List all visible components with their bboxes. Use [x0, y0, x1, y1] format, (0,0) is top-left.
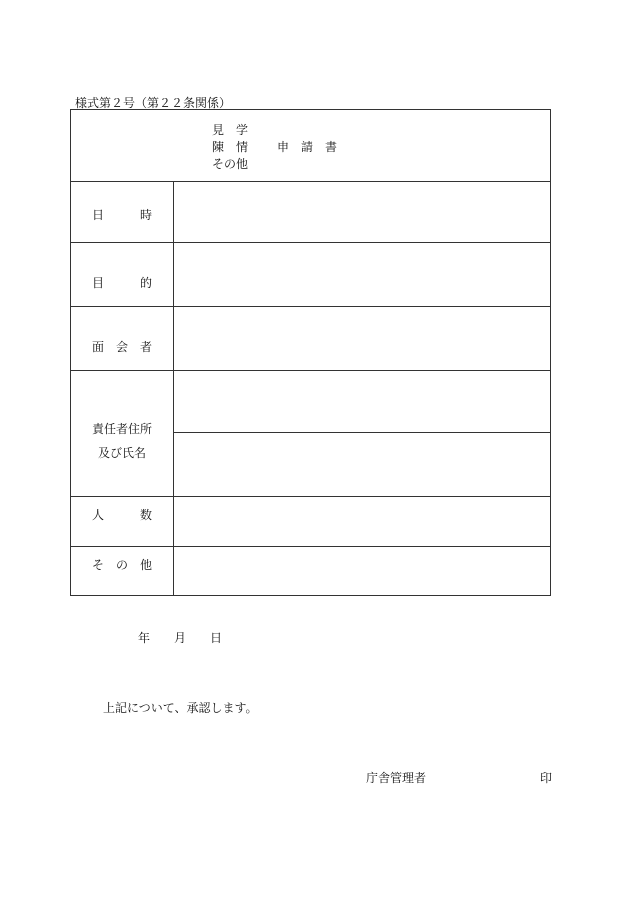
field-purpose[interactable] — [174, 243, 550, 306]
label-datetime: 日 時 — [91, 208, 152, 222]
title-chinjo: 陳 情 — [212, 140, 249, 154]
label-responsible-name: 及び氏名 — [97, 446, 146, 460]
title-line-kengaku: 見 学 — [212, 123, 249, 137]
title-shinseisho: 申 請 書 — [277, 140, 338, 154]
label-other: そ の 他 — [91, 558, 152, 572]
label-responsible-address: 責任者住所 — [91, 422, 152, 436]
approval-text: 上記について、承認します。 — [103, 701, 258, 715]
label-headcount: 人 数 — [91, 508, 152, 522]
label-purpose: 目 的 — [91, 276, 152, 290]
administrator-label: 庁舎管理者 — [366, 771, 427, 785]
field-headcount[interactable] — [174, 497, 550, 546]
date-line: 年 月 日 — [138, 631, 223, 645]
field-responsible-address[interactable] — [174, 371, 550, 432]
title-line-main — [212, 139, 337, 156]
field-datetime[interactable] — [174, 182, 550, 242]
seal-mark: 印 — [540, 771, 553, 785]
field-other[interactable] — [174, 547, 550, 595]
label-interviewee: 面 会 者 — [91, 340, 152, 354]
field-responsible-name[interactable] — [174, 433, 550, 496]
application-form-table — [70, 109, 551, 596]
form-title — [212, 122, 337, 173]
field-interviewee[interactable] — [174, 307, 550, 370]
title-line-sonota: その他 — [212, 157, 249, 171]
form-number: 様式第２号（第２２条関係） — [75, 96, 232, 110]
